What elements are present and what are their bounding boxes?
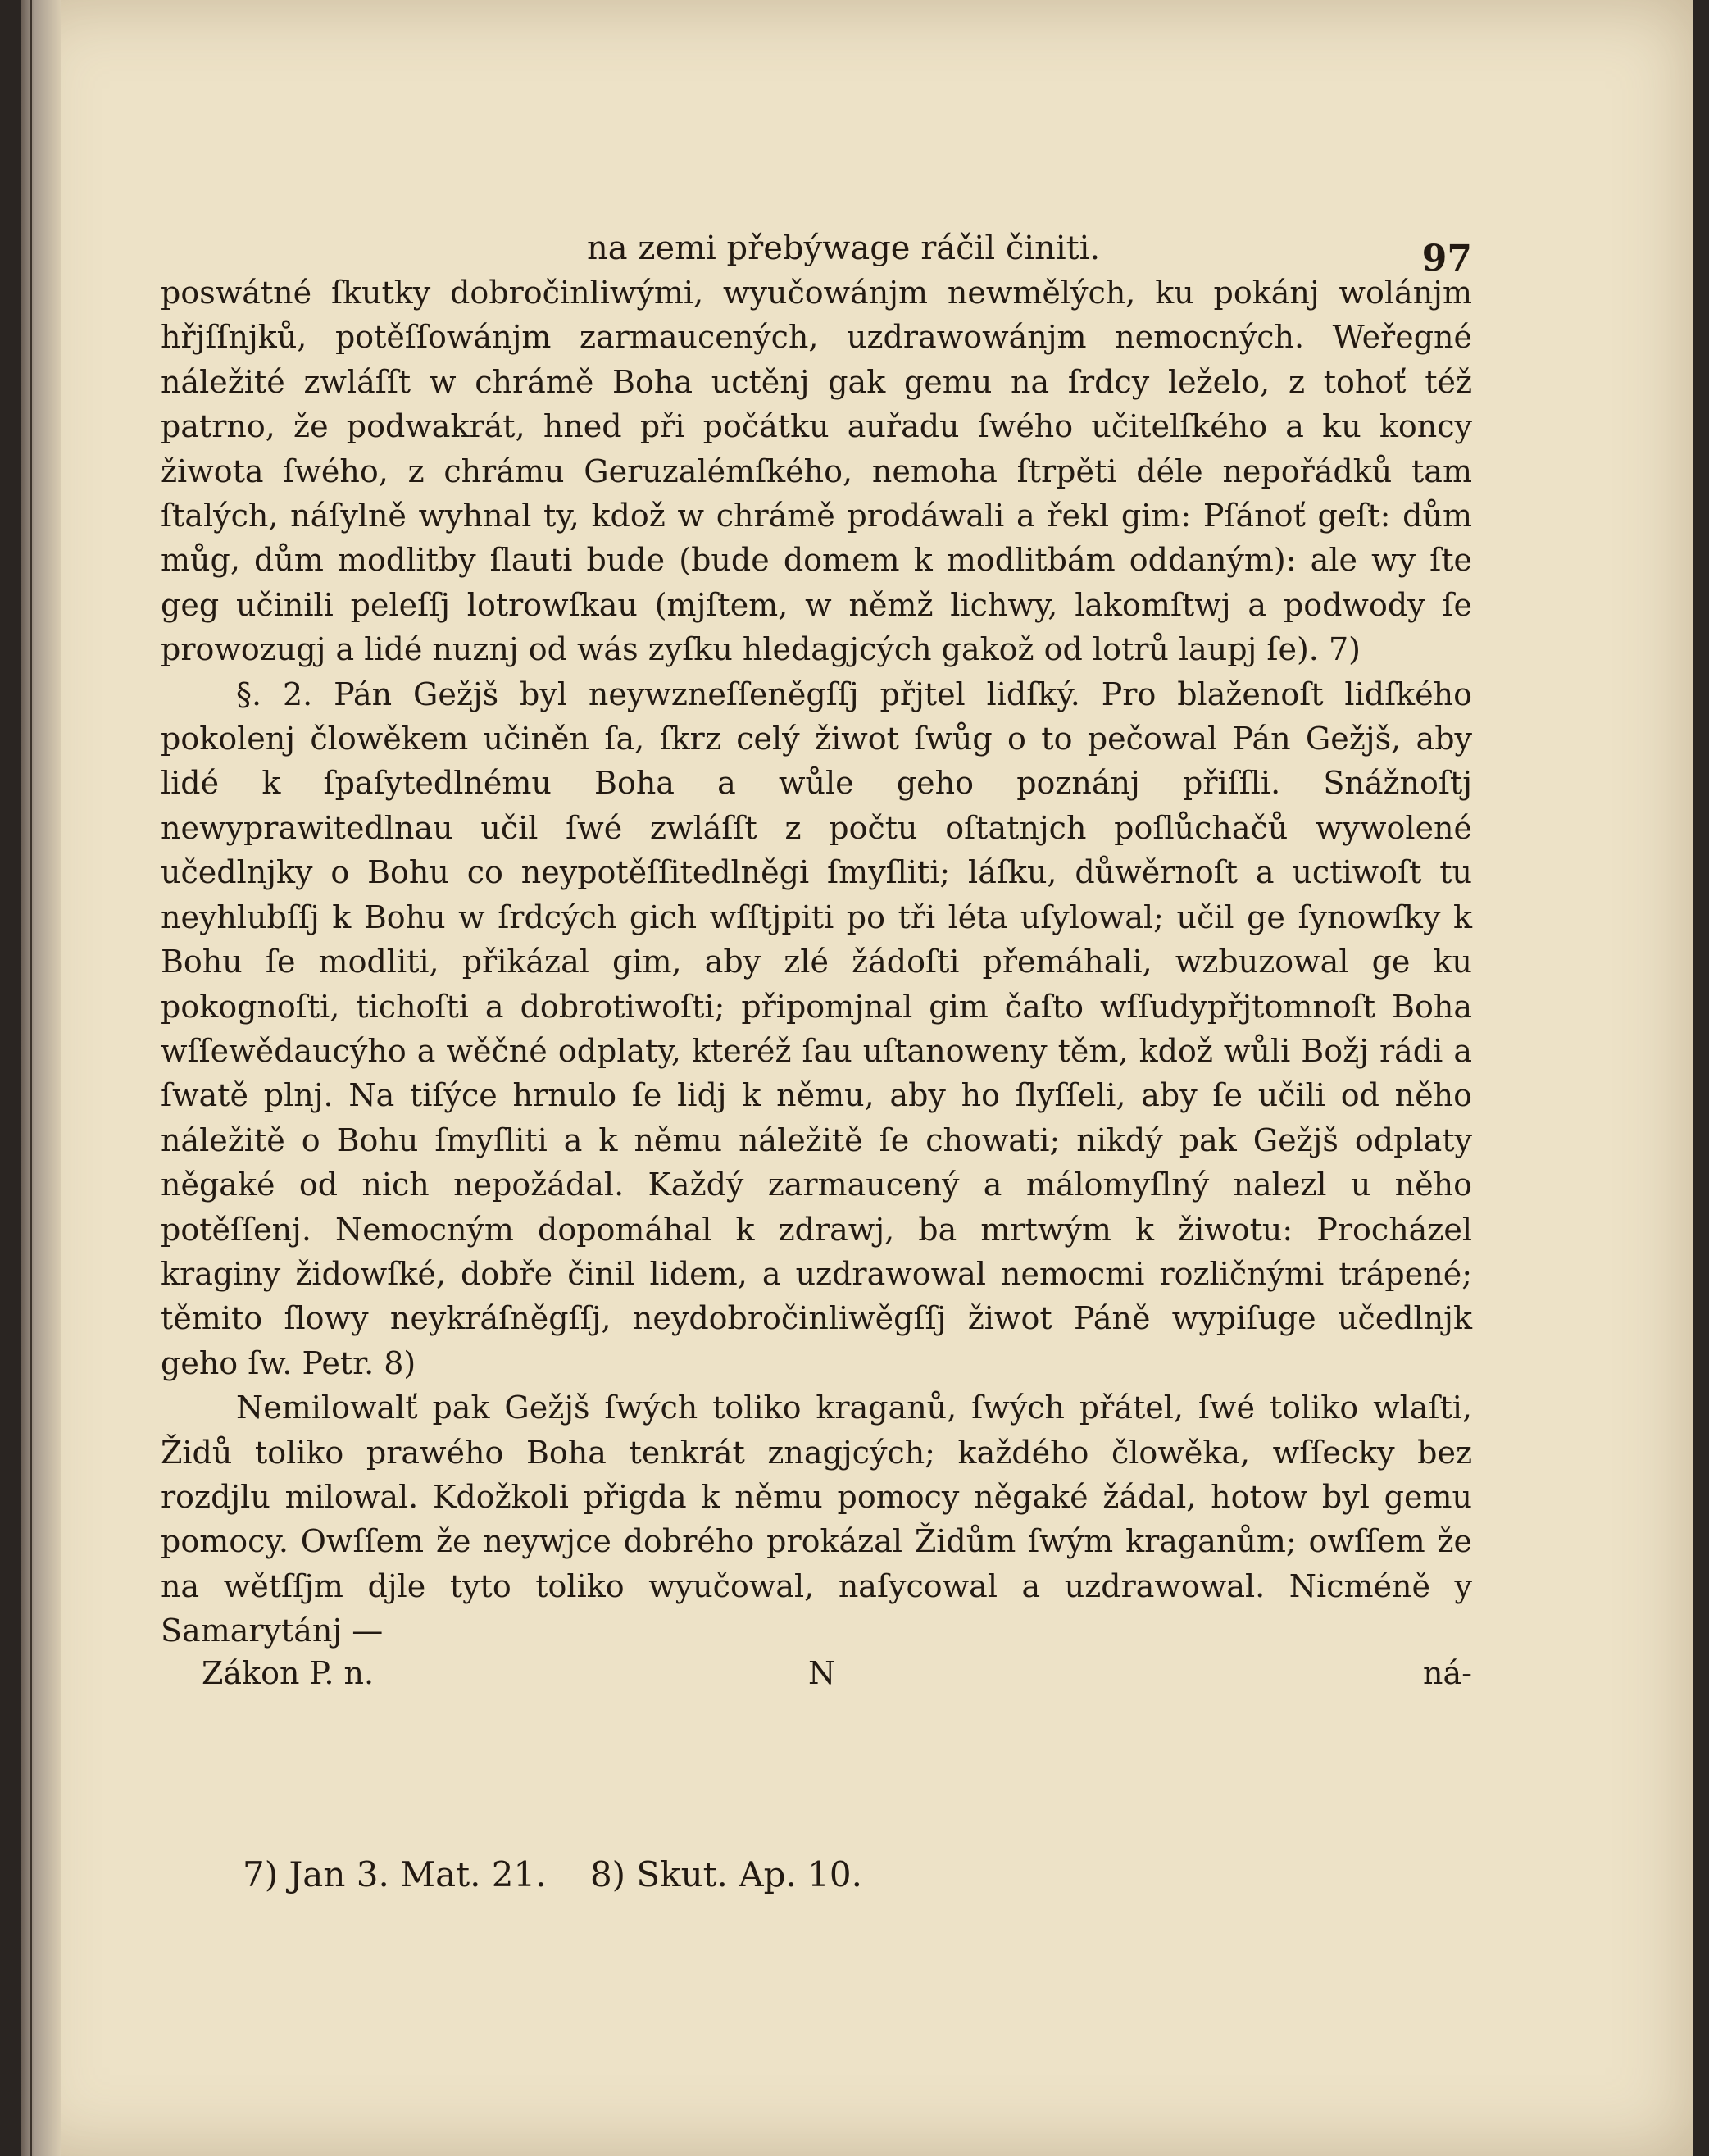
page-footer	[161, 1655, 1472, 1704]
page-content	[161, 221, 1472, 1704]
running-title: na zemi přebýwage ráčil činiti.	[587, 230, 1101, 267]
body-text	[161, 271, 1472, 1653]
signature-line: Zákon P. n.	[202, 1654, 375, 1691]
paragraph-2: §. 2. Pán Gežjš byl neywzneſſeněgſſj přjtel lidſký. Pro blaženoſt lidſkého pokolenj člowěkem učiněn ſa, ſkrz celý žiwot ſwůg o to pečowal Pán Gežjš, aby lidé k ſpaſytedlnému Boha a wůle geho poznánj přiſſli. Snážnoſtj newyprawitedlnau učil ſwé zwláſſt z počtu oſtatnjch poſlůchačů wywolené učedlnjky o Bohu co neypotěſſitedlněgi ſmyſliti; láſku, důwěrnoſt a uctiwoſt tu neyhlubſſj k Bohu w ſrdcých gich wſſtjpiti po tři léta uſylowal; učil ge ſynowſky k Bohu ſe modliti, přikázal gim, aby zlé žádoſti přemáhali, wzbuzowal ge ku pokognoſti, tichoſti a dobrotiwoſti; připomjnal gim čaſto wſſudypřjtomnoſt Boha wſſewědaucýho a wěčné odplaty, kteréž ſau uſtanoweny těm, kdož wůli Božj rádi a ſwatě plnj. Na tiſýce hrnulo ſe lidj k němu, aby ho ſlyſſeli, aby ſe učili od něho náležitě o Bohu ſmyſliti a k němu náležitě ſe chowati; nikdý pak Gežjš odplaty něgaké od nich nepožádal. Každý zarmaucený a málomyſlný nalezl u něho potěſſenj. Nemocným dopomáhal k zdrawj, ba mrtwým k žiwotu: Procházel kraginy židowſké, dobře činil lidem, a uzdrawowal nemocmi rozličnými trápené; těmito ſlowy neykráſněgſſj, neydobročinliwěgſſj žiwot Páně wypiſuge učedlnjk geho ſw. Petr. 8)	[161, 675, 1472, 1381]
catchword: ná-	[1423, 1654, 1472, 1691]
binding-edge	[30, 0, 32, 2156]
paragraph-3: Nemilowalť pak Gežjš ſwých toliko kraganů, ſwých přátel, ſwé toliko wlaſti, Židů toliko prawého Boha tenkrát znagjcých; každého člowěka, wſſecky bez rozdjlu milowal. Kdožkoli přigda k němu pomocy něgaké žádal, hotow byl gemu pomocy. Owſſem že neywjce dobrého prokázal Židům ſwým kraganům; owſſem že na wětſſjm djle tyto toliko wyučowal, naſycowal a uzdrawowal. Nicméně y Samarytánj —	[161, 1390, 1472, 1649]
footnote-7: 7) Jan 3. Mat. 21.	[243, 1854, 547, 1894]
footnote-8: 8) Skut. Ap. 10.	[589, 1854, 862, 1894]
footnotes	[243, 1854, 895, 1894]
page-number: 97	[1421, 238, 1472, 280]
paragraph-1: poswátné ſkutky dobročinliwými, wyučowánjm newmělých, ku pokánj wolánjm hřjſſnjků, potěſſowánjm zarmaucených, uzdrawowánjm nemocných. Weřegné náležité zwláſſt w chrámě Boha uctěnj gak gemu na ſrdcy leželo, z tohoť též patrno, že podwakrát, hned při počátku auřadu ſwého učitelſkého a ku koncy žiwota ſwého, z chrámu Geruzalémſkého, nemoha ſtrpěti déle nepořádků tam ſtalých, náſylně wyhnal ty, kdož w chrámě prodáwali a řekl gim: Pſánoť geſt: dům můg, dům modlitby ſlauti bude (bude domem k modlitbám oddaným): ale wy ſte geg učinili peleſſj lotrowſkau (mjſtem, w němž lichwy, lakomſtwj a podwody ſe prowozugj a lidé nuznj od wás zyſku hledagjcých gakož od lotrů laupj ſe). 7)	[161, 275, 1472, 668]
sheet-mark: N	[808, 1654, 836, 1691]
page-gutter	[21, 0, 61, 2156]
running-header	[161, 221, 1472, 280]
